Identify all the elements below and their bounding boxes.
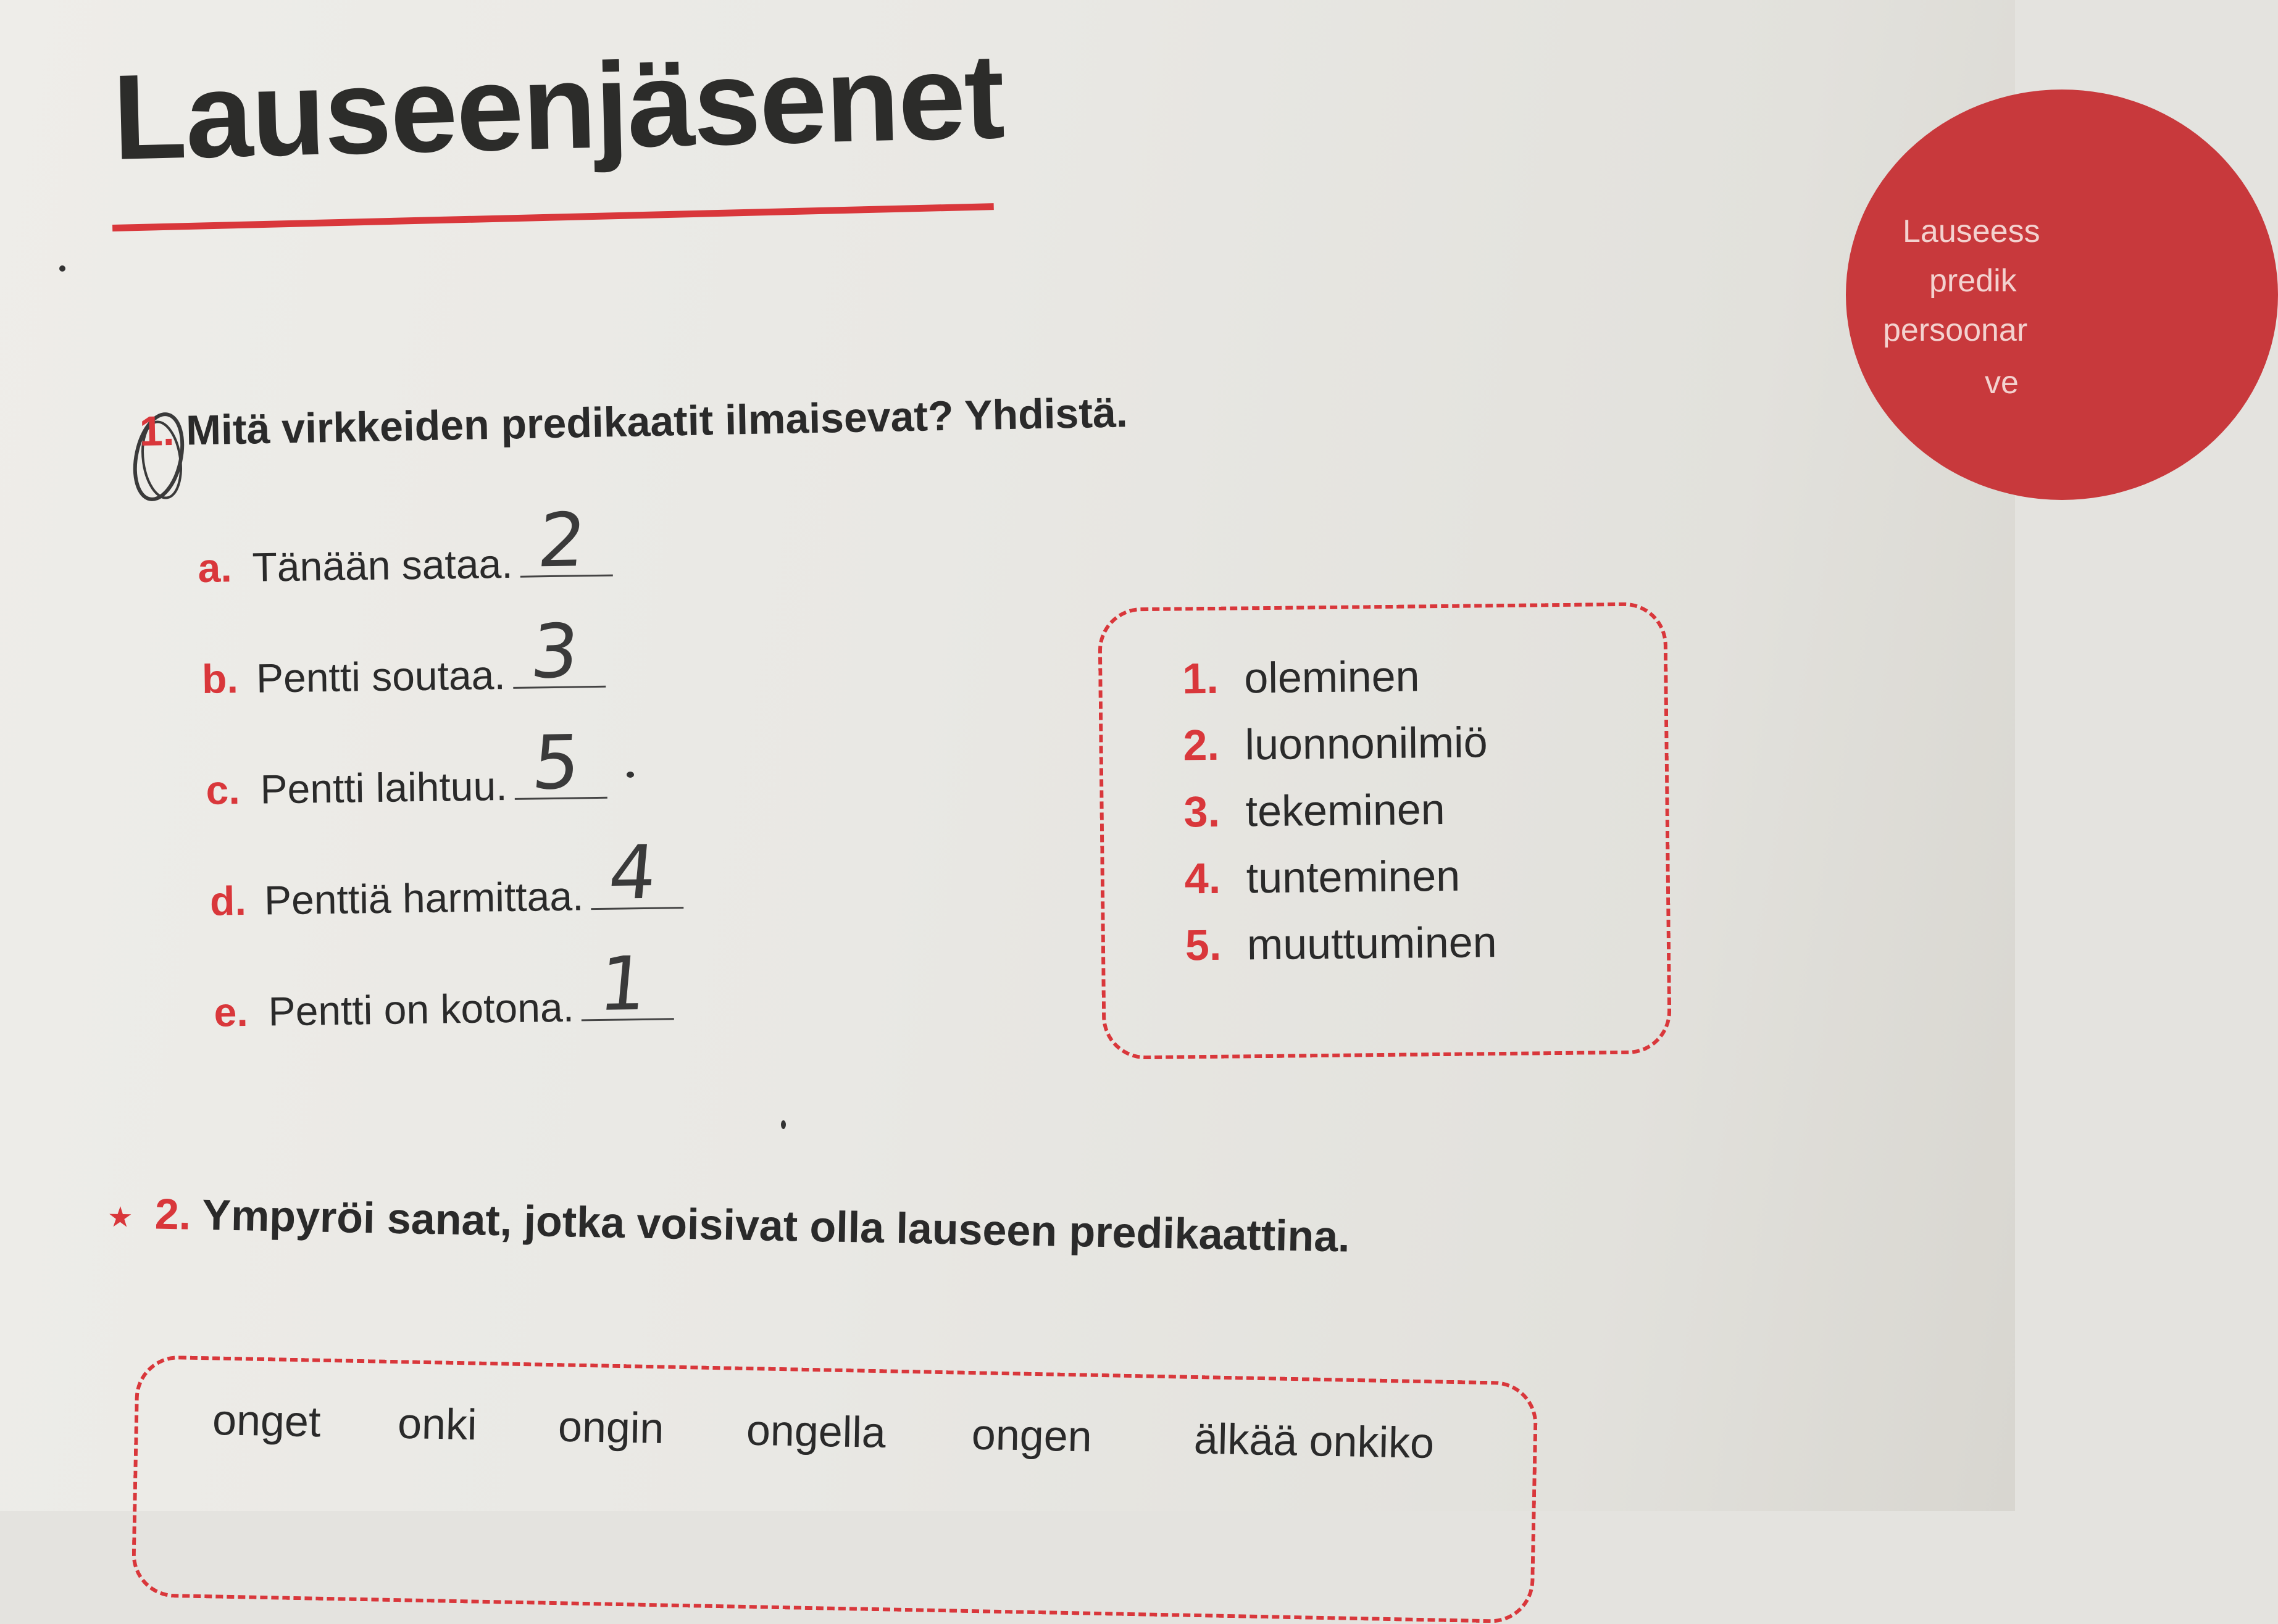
handwritten-answer: 5 bbox=[528, 720, 584, 807]
word-option[interactable]: onget bbox=[212, 1395, 322, 1446]
list-item bbox=[206, 720, 607, 814]
option-item bbox=[1182, 651, 1420, 703]
word-box bbox=[131, 1355, 1538, 1624]
exercise-2-number: 2. bbox=[154, 1189, 192, 1239]
exercise-1-text: Mitä virkkeiden predikaatit ilmaisevat? Yhdistä. bbox=[185, 389, 1129, 454]
item-letter: b. bbox=[201, 656, 239, 702]
side-note-text bbox=[1846, 90, 2278, 500]
handwritten-answer: 2 bbox=[534, 498, 590, 585]
side-note-line: persoonar bbox=[1883, 312, 2028, 348]
list-item bbox=[214, 941, 674, 1035]
ink-speck bbox=[59, 265, 65, 272]
option-label: tekeminen bbox=[1245, 785, 1446, 836]
list-item bbox=[209, 830, 684, 925]
option-item bbox=[1184, 851, 1460, 904]
item-text: Pentti on kotona. bbox=[268, 984, 575, 1035]
handwritten-answer: 3 bbox=[527, 609, 582, 696]
option-label: tunteminen bbox=[1246, 851, 1461, 902]
handwritten-answer: 1 bbox=[596, 941, 651, 1028]
item-letter: e. bbox=[214, 988, 249, 1035]
option-number: 1. bbox=[1182, 654, 1219, 703]
word-option[interactable]: ongin bbox=[557, 1402, 665, 1453]
word-option[interactable]: älkää onkiko bbox=[1193, 1414, 1435, 1467]
item-text: Penttiä harmittaa. bbox=[264, 873, 584, 923]
option-number: 3. bbox=[1183, 787, 1220, 836]
handwritten-answer: 4 bbox=[605, 830, 661, 917]
option-label: oleminen bbox=[1243, 652, 1420, 702]
answer-blank[interactable] bbox=[591, 830, 684, 917]
exercise-2-text: Ympyröi sanat, jotka voisivat olla lauseen predikaattina. bbox=[201, 1190, 1351, 1261]
page-title: Lauseenjäsenet bbox=[111, 28, 1005, 185]
item-text: Pentti soutaa. bbox=[256, 652, 506, 701]
list-item bbox=[198, 498, 613, 591]
ink-speck bbox=[781, 1120, 786, 1129]
star-icon: ★ bbox=[107, 1200, 133, 1233]
side-note-line: ve bbox=[1985, 365, 2019, 401]
option-label: muuttuminen bbox=[1246, 918, 1497, 969]
option-item bbox=[1185, 917, 1497, 970]
option-number: 4. bbox=[1184, 854, 1221, 903]
option-item bbox=[1183, 717, 1488, 770]
option-number: 2. bbox=[1183, 720, 1220, 770]
answer-blank[interactable] bbox=[514, 720, 607, 807]
item-text: Pentti laihtuu. bbox=[260, 763, 507, 812]
word-option[interactable]: ongen bbox=[971, 1410, 1093, 1461]
option-item bbox=[1183, 785, 1445, 836]
item-text: Tänään sataa. bbox=[252, 540, 514, 590]
exercise-2-instruction bbox=[107, 1188, 1350, 1262]
word-option[interactable]: ongella bbox=[746, 1405, 887, 1457]
item-letter: c. bbox=[206, 767, 241, 813]
list-item bbox=[201, 609, 606, 702]
options-box bbox=[1098, 602, 1672, 1060]
answer-blank[interactable] bbox=[581, 941, 674, 1028]
option-label: luonnonilmiö bbox=[1245, 718, 1488, 769]
exercise-1-instruction bbox=[139, 387, 1189, 456]
side-note-tab bbox=[1846, 90, 2278, 500]
option-number: 5. bbox=[1185, 920, 1222, 970]
answer-blank[interactable] bbox=[512, 609, 606, 696]
title-underline bbox=[112, 203, 994, 231]
side-note-line: Lauseess bbox=[1903, 214, 2040, 249]
item-letter: a. bbox=[198, 544, 233, 591]
exercise-1-number: 1. bbox=[139, 407, 175, 455]
answer-blank[interactable] bbox=[520, 498, 613, 585]
word-option[interactable]: onki bbox=[397, 1399, 478, 1449]
ink-speck bbox=[627, 772, 634, 778]
item-letter: d. bbox=[209, 877, 247, 924]
side-note-line: predik bbox=[1929, 263, 2017, 299]
